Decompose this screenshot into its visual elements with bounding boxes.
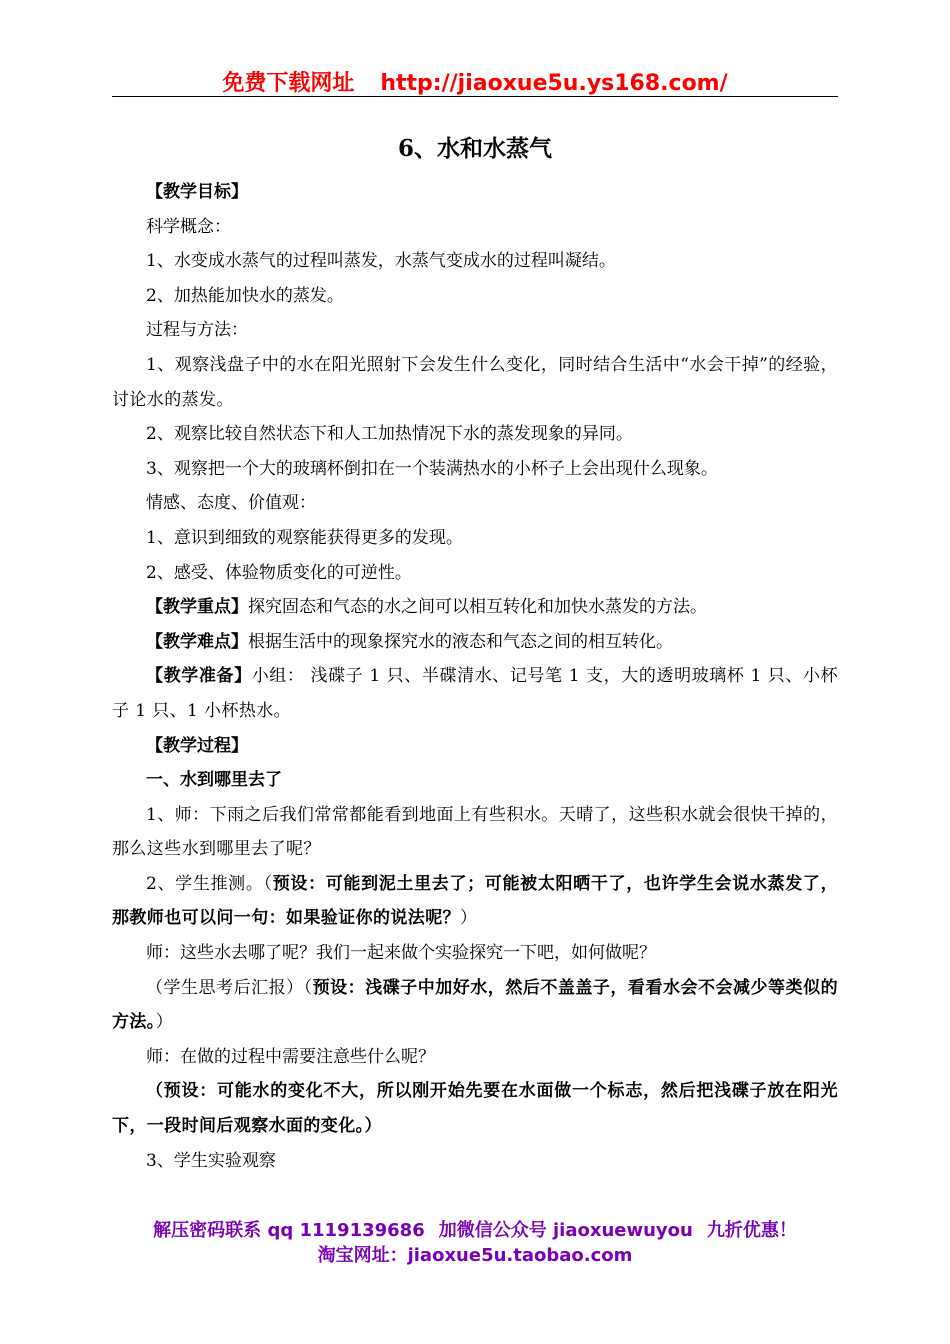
footer-line-1 (112, 1218, 838, 1243)
difficulty-label: 【教学难点】 (146, 631, 248, 652)
difficulty-point (112, 625, 838, 660)
key-point-label: 【教学重点】 (146, 597, 248, 618)
process-heading: 【教学过程】 (146, 735, 248, 756)
student-report-text: （学生思考后汇报）（ (146, 977, 313, 998)
concept-item-1: 1、水变成水蒸气的过程叫蒸发，水蒸气变成水的过程叫凝结。 (146, 251, 616, 272)
concept-heading: 科学概念： (146, 216, 231, 237)
attitude-item-1: 1、意识到细致的观察能获得更多的发现。 (146, 527, 463, 548)
method-item-3: 3、观察把一个大的玻璃杯倒扣在一个装满热水的小杯子上会出现什么现象。 (146, 458, 718, 479)
method-item-1: 1、观察浅盘子中的水在阳光照射下会发生什么变化，同时结合生活中“水会干掉”的经验，讨论水的蒸发。 (112, 354, 838, 410)
step-2-text: 2、学生推测。（ (146, 873, 273, 894)
document-body (112, 175, 838, 1178)
preparation (112, 659, 838, 728)
preparation-label: 【教学准备】 (146, 666, 252, 687)
step-1: 1、师：下雨之后我们常常都能看到地面上有些积水。天晴了，这些积水就会很快干掉的，那么这些水到哪里去了呢？ (112, 804, 838, 860)
difficulty-text: 根据生活中的现象探究水的液态和气态之间的相互转化。 (248, 631, 673, 652)
objectives-heading: 【教学目标】 (146, 182, 248, 202)
header-download-link[interactable] (112, 66, 838, 97)
student-report-close: ） (155, 1012, 174, 1033)
student-report-preset: 预设：浅碟子中加好水，然后不盖盖子，看看水会不会减少等类似的方法。 (112, 977, 839, 1033)
concept-item-2: 2、加热能加快水的蒸发。 (146, 285, 344, 306)
method-heading: 过程与方法： (146, 320, 248, 341)
step-2 (112, 867, 838, 936)
attitude-item-2: 2、感受、体验物质变化的可逆性。 (146, 562, 412, 583)
teacher-question-2: 师：在做的过程中需要注意些什么呢？ (146, 1046, 435, 1067)
footer-contact: 解压密码联系 qq 1119139686 (153, 1220, 425, 1241)
method-item-2: 2、观察比较自然状态下和人工加热情况下水的蒸发现象的异同。 (146, 424, 633, 445)
preset-note: （预设：可能水的变化不大，所以刚开始先要在水面做一个标志，然后把浅碟子放在阳光下，一段时间后观察水面的变化。） (112, 1081, 838, 1137)
footer-wechat: 加微信公众号 jiaoxuewuyou (438, 1220, 693, 1241)
header-url[interactable]: http://jiaoxue5u.ys168.com/ (380, 71, 728, 96)
header-label: 免费下载网址 (222, 71, 355, 96)
key-point (112, 590, 838, 625)
step-2-close: ） (460, 908, 478, 929)
step-3: 3、学生实验观察 (146, 1150, 276, 1171)
header-divider (112, 96, 838, 97)
footer-discount: 九折优惠！ (706, 1220, 797, 1241)
student-report (112, 971, 838, 1040)
preparation-text: 小组： 浅碟子 1 只、半碟清水、记号笔 1 支，大的透明玻璃杯 1 只、小杯子 1 只、1 小杯热水。 (112, 666, 839, 721)
attitude-heading: 情感、态度、价值观： (146, 493, 316, 514)
footer-promo (112, 1218, 838, 1268)
section-1-heading: 一、水到哪里去了 (146, 770, 282, 791)
page-title: 6、水和水蒸气 (397, 135, 552, 162)
footer-taobao-link[interactable]: 淘宝网址：jiaoxue5u.taobao.com (317, 1245, 633, 1266)
teacher-question-1: 师：这些水去哪了呢？我们一起来做个实验探究一下吧，如何做呢？ (146, 943, 656, 964)
key-point-text: 探究固态和气态的水之间可以相互转化和加快水蒸发的方法。 (248, 597, 707, 618)
step-2-preset: 预设：可能到泥土里去了；可能被太阳晒干了，也许学生会说水蒸发了，那教师也可以问一句：如果验证你的说法呢？ (112, 873, 838, 929)
